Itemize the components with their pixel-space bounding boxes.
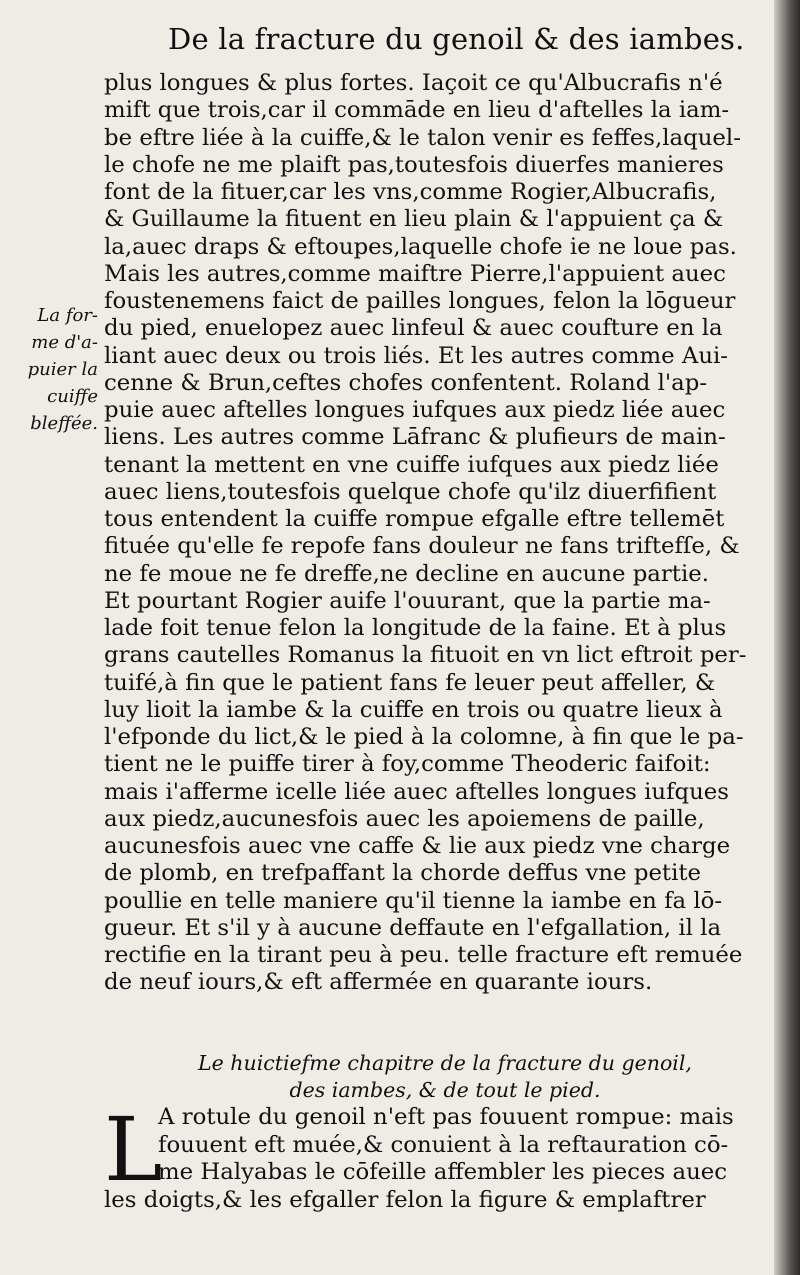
text-line: les doigts,& les efgaller felon la figure & emplaftrer <box>104 1186 706 1213</box>
text-line: ne fe moue ne fe dreffe,ne decline en aucune partie. <box>104 560 709 587</box>
text-line: aux piedz,aucunesfois auec les apoiemens de paille, <box>104 805 705 832</box>
margin-note-line: puier la <box>27 359 98 380</box>
margin-note-line: La for- <box>37 305 98 326</box>
text-line: foustenemens faict de pailles longues, felon la lōgueur <box>104 288 736 314</box>
text-line: puie auec aftelles longues iufques aux piedz liée auec <box>104 397 726 423</box>
text-line: du pied, enuelopez auec linfeul & auec coufture en la <box>104 315 723 342</box>
text-line: rectifie en la tirant peu à peu. telle fracture eft remuée <box>104 942 743 968</box>
text-line: luy lioit la iambe & la cuiffe en trois ou quatre lieux à <box>104 696 723 723</box>
text-line: mais i'afferme icelle liée auec aftelles longues iufques <box>104 778 729 805</box>
text-line: Mais les autres,comme maiftre Pierre,l'appuient auec <box>104 260 726 287</box>
text-line: Et pourtant Rogier auife l'ouurant, que la partie ma- <box>104 587 711 614</box>
margin-note-line: bleffée. <box>30 413 98 434</box>
text-line: grans cautelles Romanus la fituoit en vn lict eftroit per- <box>104 642 747 669</box>
text-line: me Halyabas le cōfeille affembler les pieces auec <box>158 1159 728 1185</box>
text-line: fouuent eft muée,& conuient à la reftauration cō- <box>158 1131 729 1158</box>
book-gutter-shadow <box>774 0 800 1275</box>
chapter-heading-line: des iambes, & de tout le pied. <box>289 1078 601 1102</box>
main-paragraph <box>104 70 749 997</box>
text-line: gueur. Et s'il y à aucune deffaute en l'efgallation, il la <box>104 914 722 941</box>
drop-cap: L <box>104 1098 163 1201</box>
text-line: de neuf iours,& eft affermée en quarante iours. <box>104 969 653 996</box>
text-line: tient ne le puiffe tirer à foy,comme Theoderic faifoit: <box>104 751 711 778</box>
chapter-paragraph <box>104 1098 749 1214</box>
text-line: tenant la mettent en vne cuiffe iufques aux piedz liée <box>104 451 719 478</box>
text-line: poullie en telle maniere qu'il tienne la iambe en fa lō- <box>104 887 723 914</box>
text-line: tous entendent la cuiffe rompue efgalle eftre tellemēt <box>104 506 725 532</box>
margin-note-line: me d'a- <box>31 332 98 353</box>
text-line: tuifé,à fin que le patient fans fe leuer peut affeller, & <box>104 669 716 696</box>
text-line: de plomb, en trefpaffant la chorde deffus vne petite <box>104 860 702 887</box>
chapter-heading-line: Le huictiefme chapitre de la fracture du genoil, <box>198 1051 692 1075</box>
text-line: A rotule du genoil n'eft pas fouuent rompue: mais <box>158 1104 734 1130</box>
text-line: font de la fituer,car les vns,comme Rogier,Albucrafis, <box>104 179 717 205</box>
text-line: lade foit tenue felon la longitude de la faine. Et à plus <box>104 615 727 641</box>
text-line: liens. Les autres comme Lāfranc & plufieurs de main- <box>104 424 726 451</box>
margin-note-line: cuiffe <box>47 386 98 407</box>
margin-note <box>2 302 98 437</box>
text-line: l'efponde du lict,& le pied à la colomne, à fin que le pa- <box>104 724 744 750</box>
text-line: mift que trois,car il commāde en lieu d'aftelles la iam- <box>104 97 730 124</box>
text-line: le chofe ne me plaift pas,toutesfois diuerfes manieres <box>104 151 724 178</box>
text-line: la,auec draps & eftoupes,laquelle chofe ie ne loue pas. <box>104 233 737 260</box>
text-line: liant auec deux ou trois liés. Et les autres comme Aui- <box>104 342 728 369</box>
text-line: & Guillaume la fituent en lieu plain & l'appuient ça & <box>104 206 724 233</box>
text-line: fituée qu'elle fe repofe fans douleur ne fans triftefſe, & <box>104 533 740 560</box>
running-header: De la fracture du genoil & des iambes. <box>168 22 745 56</box>
text-line: auec liens,toutesfois quelque chofe qu'ilz diuerfifient <box>104 478 717 505</box>
text-line: plus longues & plus fortes. Iaçoit ce qu'Albucrafis n'é <box>104 70 723 96</box>
text-line: be eftre liée à la cuiffe,& le talon venir es feffes,laquel- <box>104 124 741 151</box>
chapter-heading <box>150 1050 740 1104</box>
text-line: aucunesfois auec vne caffe & lie aux piedz vne charge <box>104 833 731 859</box>
text-line: cenne & Brun,ceftes chofes confentent. Roland l'ap- <box>104 369 708 396</box>
